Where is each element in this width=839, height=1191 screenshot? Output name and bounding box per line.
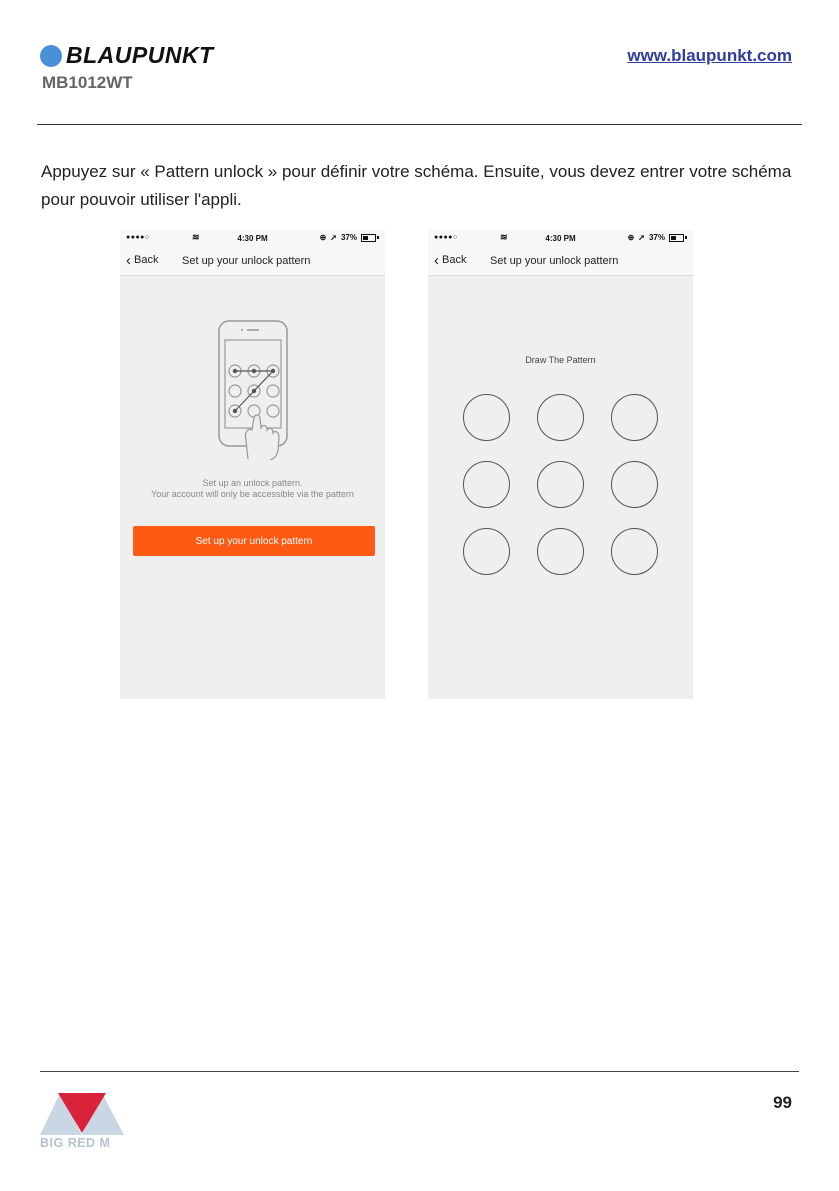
setup-message-line2: Your account will only be accessible via the pattern	[151, 489, 354, 499]
brand-dot-icon	[40, 45, 62, 67]
nav-title: Set up your unlock pattern	[182, 255, 311, 267]
website-link[interactable]: www.blaupunkt.com	[627, 46, 792, 65]
nav-bar	[120, 248, 385, 276]
chevron-left-icon: ‹	[126, 251, 131, 269]
pattern-node[interactable]	[537, 461, 584, 508]
signal-indicator: ●●●●○	[126, 234, 150, 241]
battery-percent: 37%	[648, 233, 665, 242]
instruction-text: Appuyez sur « Pattern unlock » pour définir votre schéma. Ensuite, vous devez entrer votre schéma pour pouvoir utiliser l'appli.	[41, 162, 792, 209]
signal-indicator: ●●●●○	[434, 234, 458, 241]
blaupunkt-logo	[40, 42, 214, 69]
back-button[interactable]	[434, 251, 467, 269]
battery-tip	[377, 236, 379, 239]
battery-icon	[669, 234, 684, 242]
lock-rotation-icon: ⊕	[319, 233, 327, 242]
location-arrow-icon: ➚	[330, 233, 337, 242]
header-divider	[37, 124, 802, 125]
back-label: Back	[442, 254, 467, 266]
screenshot-draw-pattern	[428, 230, 693, 699]
status-bar	[120, 230, 385, 248]
battery-percent: 37%	[340, 233, 357, 242]
setup-message	[120, 478, 385, 500]
pattern-node[interactable]	[611, 528, 658, 575]
pattern-node[interactable]	[537, 528, 584, 575]
nav-title: Set up your unlock pattern	[490, 255, 619, 267]
wifi-icon: ≋	[192, 232, 200, 242]
pattern-node[interactable]	[463, 461, 510, 508]
big-red-m-logo	[40, 1091, 124, 1153]
status-time: 4:30 PM	[237, 234, 268, 243]
back-button[interactable]	[126, 251, 159, 269]
footer-divider	[40, 1071, 799, 1072]
pattern-node[interactable]	[463, 394, 510, 441]
status-bar	[428, 230, 693, 248]
page-number: 99	[773, 1093, 792, 1112]
setup-pattern-button[interactable]: Set up your unlock pattern	[133, 526, 375, 556]
back-label: Back	[134, 254, 159, 266]
phone-camera	[241, 329, 243, 331]
screenshot-setup-pattern	[120, 230, 385, 699]
pattern-node[interactable]	[611, 461, 658, 508]
brand-name: BLAUPUNKT	[66, 42, 214, 68]
pattern-node[interactable]	[463, 528, 510, 575]
lock-rotation-icon: ⊕	[627, 233, 635, 242]
pattern-node[interactable]	[537, 394, 584, 441]
model-number: MB1012WT	[42, 73, 133, 92]
hand-icon	[245, 415, 279, 460]
battery-icon	[361, 234, 376, 242]
location-arrow-icon: ➚	[638, 233, 645, 242]
setup-message-line1: Set up an unlock pattern.	[202, 478, 303, 488]
status-time: 4:30 PM	[545, 234, 576, 243]
status-right	[320, 233, 379, 242]
logo-text: BIG RED M	[40, 1136, 111, 1150]
draw-pattern-prompt: Draw The Pattern	[525, 355, 596, 365]
nav-bar	[428, 248, 693, 276]
phone-pattern-illustration	[218, 320, 290, 460]
wifi-icon: ≋	[500, 232, 508, 242]
pattern-grid[interactable]	[463, 394, 661, 578]
battery-tip	[685, 236, 687, 239]
phone-screen	[225, 340, 281, 428]
status-right	[628, 233, 687, 242]
chevron-left-icon: ‹	[434, 251, 439, 269]
pattern-node[interactable]	[611, 394, 658, 441]
